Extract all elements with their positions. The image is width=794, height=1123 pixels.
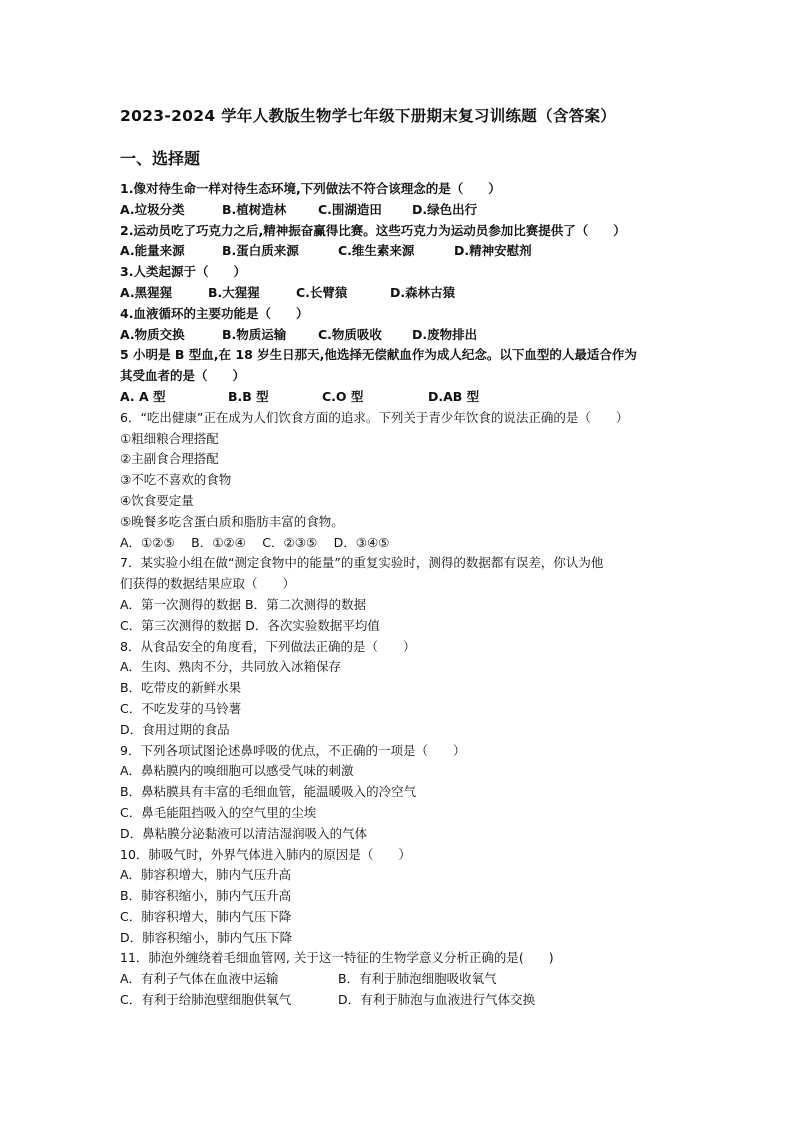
question-8-option-c: C．不吃发芽的马铃薯 xyxy=(120,700,242,716)
option-c: C.围湖造田 xyxy=(318,201,382,217)
question-10-option-b: B．肺容积缩小，肺内气压升高 xyxy=(120,888,292,904)
option-b: B.物质运输 xyxy=(222,326,287,342)
question-2-options xyxy=(120,241,680,262)
question-10-stem: 10．肺吸气时，外界气体进入肺内的原因是（ ） xyxy=(120,846,411,862)
question-10-option-c: C．肺容积增大，肺内气压下降 xyxy=(120,908,292,924)
question-8-option-d: D．食用过期的食品 xyxy=(120,721,230,737)
question-6-item-2: ②主副食合理搭配 xyxy=(120,451,219,467)
question-4-stem: 4.血液循环的主要功能是（ ） xyxy=(120,305,309,321)
option-d: D.精神安慰剂 xyxy=(454,243,532,259)
question-9-option-b: B．鼻粘膜具有丰富的毛细血管，能温暖吸入的冷空气 xyxy=(120,784,417,800)
question-11-options-ab xyxy=(120,969,680,990)
option-b: B.B 型 xyxy=(228,388,269,404)
option-b: B.蛋白质来源 xyxy=(222,243,299,259)
option-d: D．有利于肺泡与血液进行气体交换 xyxy=(338,992,536,1008)
question-9-option-c: C．鼻毛能阻挡吸入的空气里的尘埃 xyxy=(120,804,317,820)
option-d: D.森林古猿 xyxy=(390,284,456,300)
question-10-option-a: A．肺容积增大，肺内气压升高 xyxy=(120,867,292,883)
option-c: C.长臂猿 xyxy=(296,284,348,300)
option-b: B．有利于肺泡细胞吸收氧气 xyxy=(338,971,497,987)
question-8-stem: 8．从食品安全的角度看，下列做法正确的是（ ） xyxy=(120,638,416,654)
question-5-stem-cont: 其受血者的是（ ） xyxy=(120,368,246,384)
option-a: A.黑猩猩 xyxy=(120,284,173,300)
question-3-options xyxy=(120,283,680,304)
question-10-option-d: D．肺容积缩小，肺内气压下降 xyxy=(120,929,293,945)
question-2-stem: 2.运动员吃了巧克力之后,精神振奋赢得比赛。这些巧克力为运动员参加比赛提供了（ ） xyxy=(120,222,626,238)
question-5-stem: 5 小明是 B 型血,在 18 岁生日那天,他选择无偿献血作为成人纪念。以下血型的人最适合作为 xyxy=(120,347,637,363)
question-9-option-d: D．鼻粘膜分泌黏液可以清洁湿润吸入的气体 xyxy=(120,825,368,841)
question-9-option-a: A．鼻粘膜内的嗅细胞可以感受气味的刺激 xyxy=(120,763,354,779)
question-8-option-b: B．吃带皮的新鲜水果 xyxy=(120,680,242,696)
question-8-option-a: A．生肉、熟肉不分，共同放入冰箱保存 xyxy=(120,659,342,675)
option-a: A. A 型 xyxy=(120,388,166,404)
question-7-stem: 7．某实验小组在做“测定食物中的能量”的重复实验时，测得的数据都有误差，你认为他 xyxy=(120,555,604,571)
question-list xyxy=(120,179,680,1011)
question-11-options-cd xyxy=(120,990,680,1011)
option-b: B.大猩猩 xyxy=(208,284,260,300)
option-a: A.物质交换 xyxy=(120,326,185,342)
option-a: A.能量来源 xyxy=(120,243,185,259)
option-c: C.O 型 xyxy=(322,388,364,404)
question-4-options xyxy=(120,325,680,346)
document-title: 2023-2024 学年人教版生物学七年级下册期末复习训练题（含答案） xyxy=(120,107,617,125)
option-d: D.废物排出 xyxy=(412,326,478,342)
option-c: C.物质吸收 xyxy=(318,326,382,342)
option-d: D.绿色出行 xyxy=(412,201,478,217)
option-b: B.植树造林 xyxy=(222,201,287,217)
question-1-options xyxy=(120,200,680,221)
section-heading: 一、选择题 xyxy=(120,149,201,168)
question-7-options-cd: C．第三次测得的数据 D．各次实验数据平均值 xyxy=(120,617,380,633)
option-d: D.AB 型 xyxy=(428,388,480,404)
question-7-stem-cont: 们获得的数据结果应取（ ） xyxy=(120,576,296,592)
question-11-stem: 11．肺泡外缠绕着毛细血管网, 关于这一特征的生物学意义分析正确的是( ) xyxy=(120,950,554,966)
question-9-stem: 9．下列各项试图论述鼻呼吸的优点，不正确的一项是（ ） xyxy=(120,742,466,758)
option-a: A.垃圾分类 xyxy=(120,201,185,217)
question-3-stem: 3.人类起源于（ ） xyxy=(120,264,246,280)
option-c: C．有利于给肺泡壁细胞供氧气 xyxy=(120,992,292,1008)
question-6-stem: 6．“吃出健康”正在成为人们饮食方面的追求。下列关于青少年饮食的说法正确的是（ ） xyxy=(120,409,629,425)
question-6-options: A．①②⑤ B．①②④ C．②③⑤ D．③④⑤ xyxy=(120,534,390,550)
question-1-stem: 1.像对待生命一样对待生态环境,下列做法不符合该理念的是（ ） xyxy=(120,181,501,196)
option-a: A．有利子气体在血液中运输 xyxy=(120,971,279,987)
question-6-item-5: ⑤晚餐多吃含蛋白质和脂肪丰富的食物。 xyxy=(120,513,344,529)
option-c: C.维生素来源 xyxy=(338,243,415,259)
question-6-item-4: ④饮食要定量 xyxy=(120,492,194,508)
question-6-item-1: ①粗细粮合理搭配 xyxy=(120,430,219,446)
question-5-options xyxy=(120,387,680,408)
question-7-options-ab: A．第一次测得的数据 B．第二次测得的数据 xyxy=(120,596,367,612)
question-6-item-3: ③不吃不喜欢的食物 xyxy=(120,472,232,488)
